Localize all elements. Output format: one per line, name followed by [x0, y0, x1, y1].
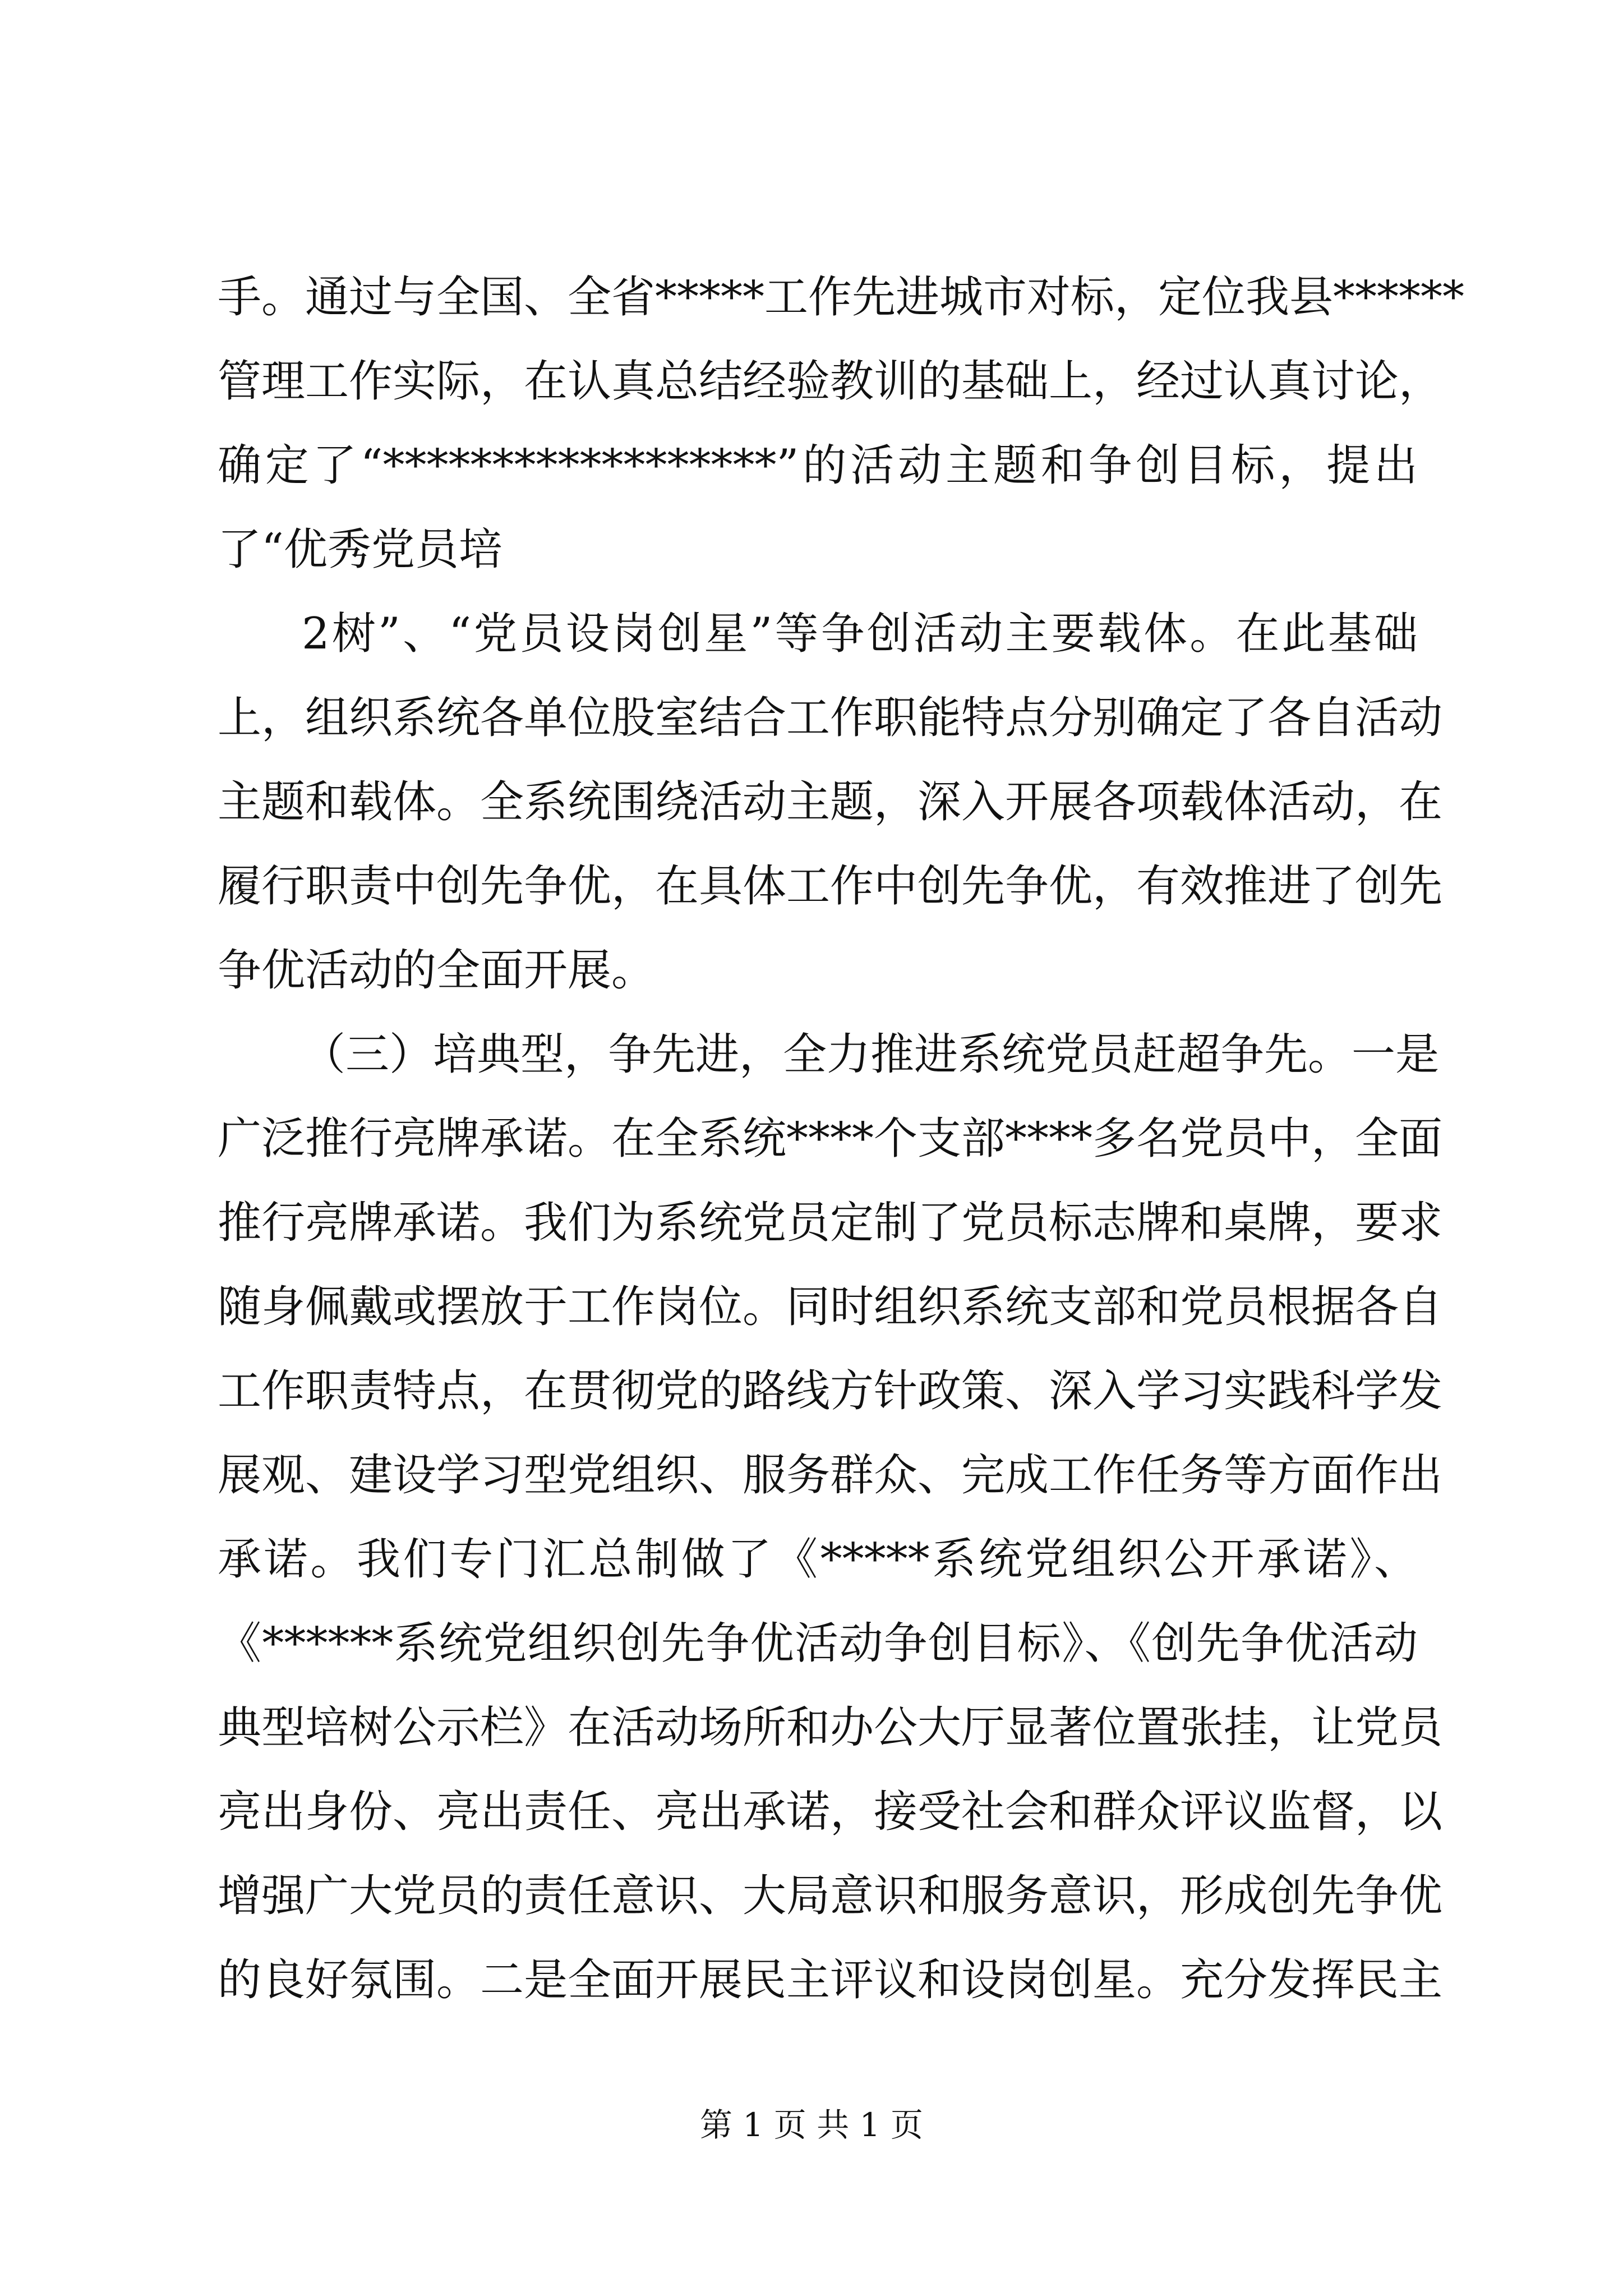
paragraph-line: 主题和载体。全系统围绕活动主题，深入开展各项载体活动，在 [218, 777, 1443, 827]
paragraph-line: 确定了“******************”的活动主题和争创目标，提出 [218, 440, 1418, 491]
paragraph-line: 工作职责特点，在贯彻党的路线方针政策、深入学习实践科学发 [218, 1366, 1443, 1416]
paragraph-line: 手。通过与全国、全省*****工作先进城市对标，定位我县****** [218, 272, 1465, 323]
paragraph-line: 增强广大党员的责任意识、大局意识和服务意识，形成创先争优 [218, 1871, 1443, 1921]
paragraph-line: 了“优秀党员培 [218, 524, 502, 575]
paragraph-first-line: 2树”、“党员设岗创星”等争创活动主要载体。在此基础 [302, 609, 1418, 659]
paragraph-line: 的良好氛围。二是全面开展民主评议和设岗创星。充分发挥民主 [218, 1955, 1443, 2005]
page-number-footer: 第 1 页 共 1 页 [700, 2106, 923, 2144]
paragraph-line: 承诺。我们专门汇总制做了《*****系统党组织公开承诺》、 [218, 1534, 1418, 1585]
paragraph-line: 广泛推行亮牌承诺。在全系统****个支部****多名党员中，全面 [218, 1114, 1443, 1164]
paragraph-line: 亮出身份、亮出责任、亮出承诺，接受社会和群众评议监督，以 [218, 1787, 1443, 1837]
paragraph-line: 《******系统党组织创先争优活动争创目标》、《创先争优活动 [218, 1618, 1418, 1669]
paragraph-line: 随身佩戴或摆放于工作岗位。同时组织系统支部和党员根据各自 [218, 1282, 1443, 1332]
paragraph-first-line: （三）培典型，争先进，全力推进系统党员赶超争先。一是 [302, 1029, 1440, 1080]
paragraph-line: 推行亮牌承诺。我们为系统党员定制了党员标志牌和桌牌，要求 [218, 1198, 1443, 1248]
paragraph-line: 争优活动的全面开展。 [218, 945, 656, 996]
paragraph-line: 管理工作实际，在认真总结经验教训的基础上，经过认真讨论， [218, 356, 1443, 407]
paragraph-line: 履行职责中创先争优，在具体工作中创先争优，有效推进了创先 [218, 861, 1443, 912]
paragraph-line: 展观、建设学习型党组织、服务群众、完成工作任务等方面作出 [218, 1450, 1443, 1501]
paragraph-line: 典型培树公示栏》在活动场所和办公大厅显著位置张挂，让党员 [218, 1703, 1443, 1753]
paragraph-line: 上，组织系统各单位股室结合工作职能特点分别确定了各自活动 [218, 693, 1443, 743]
